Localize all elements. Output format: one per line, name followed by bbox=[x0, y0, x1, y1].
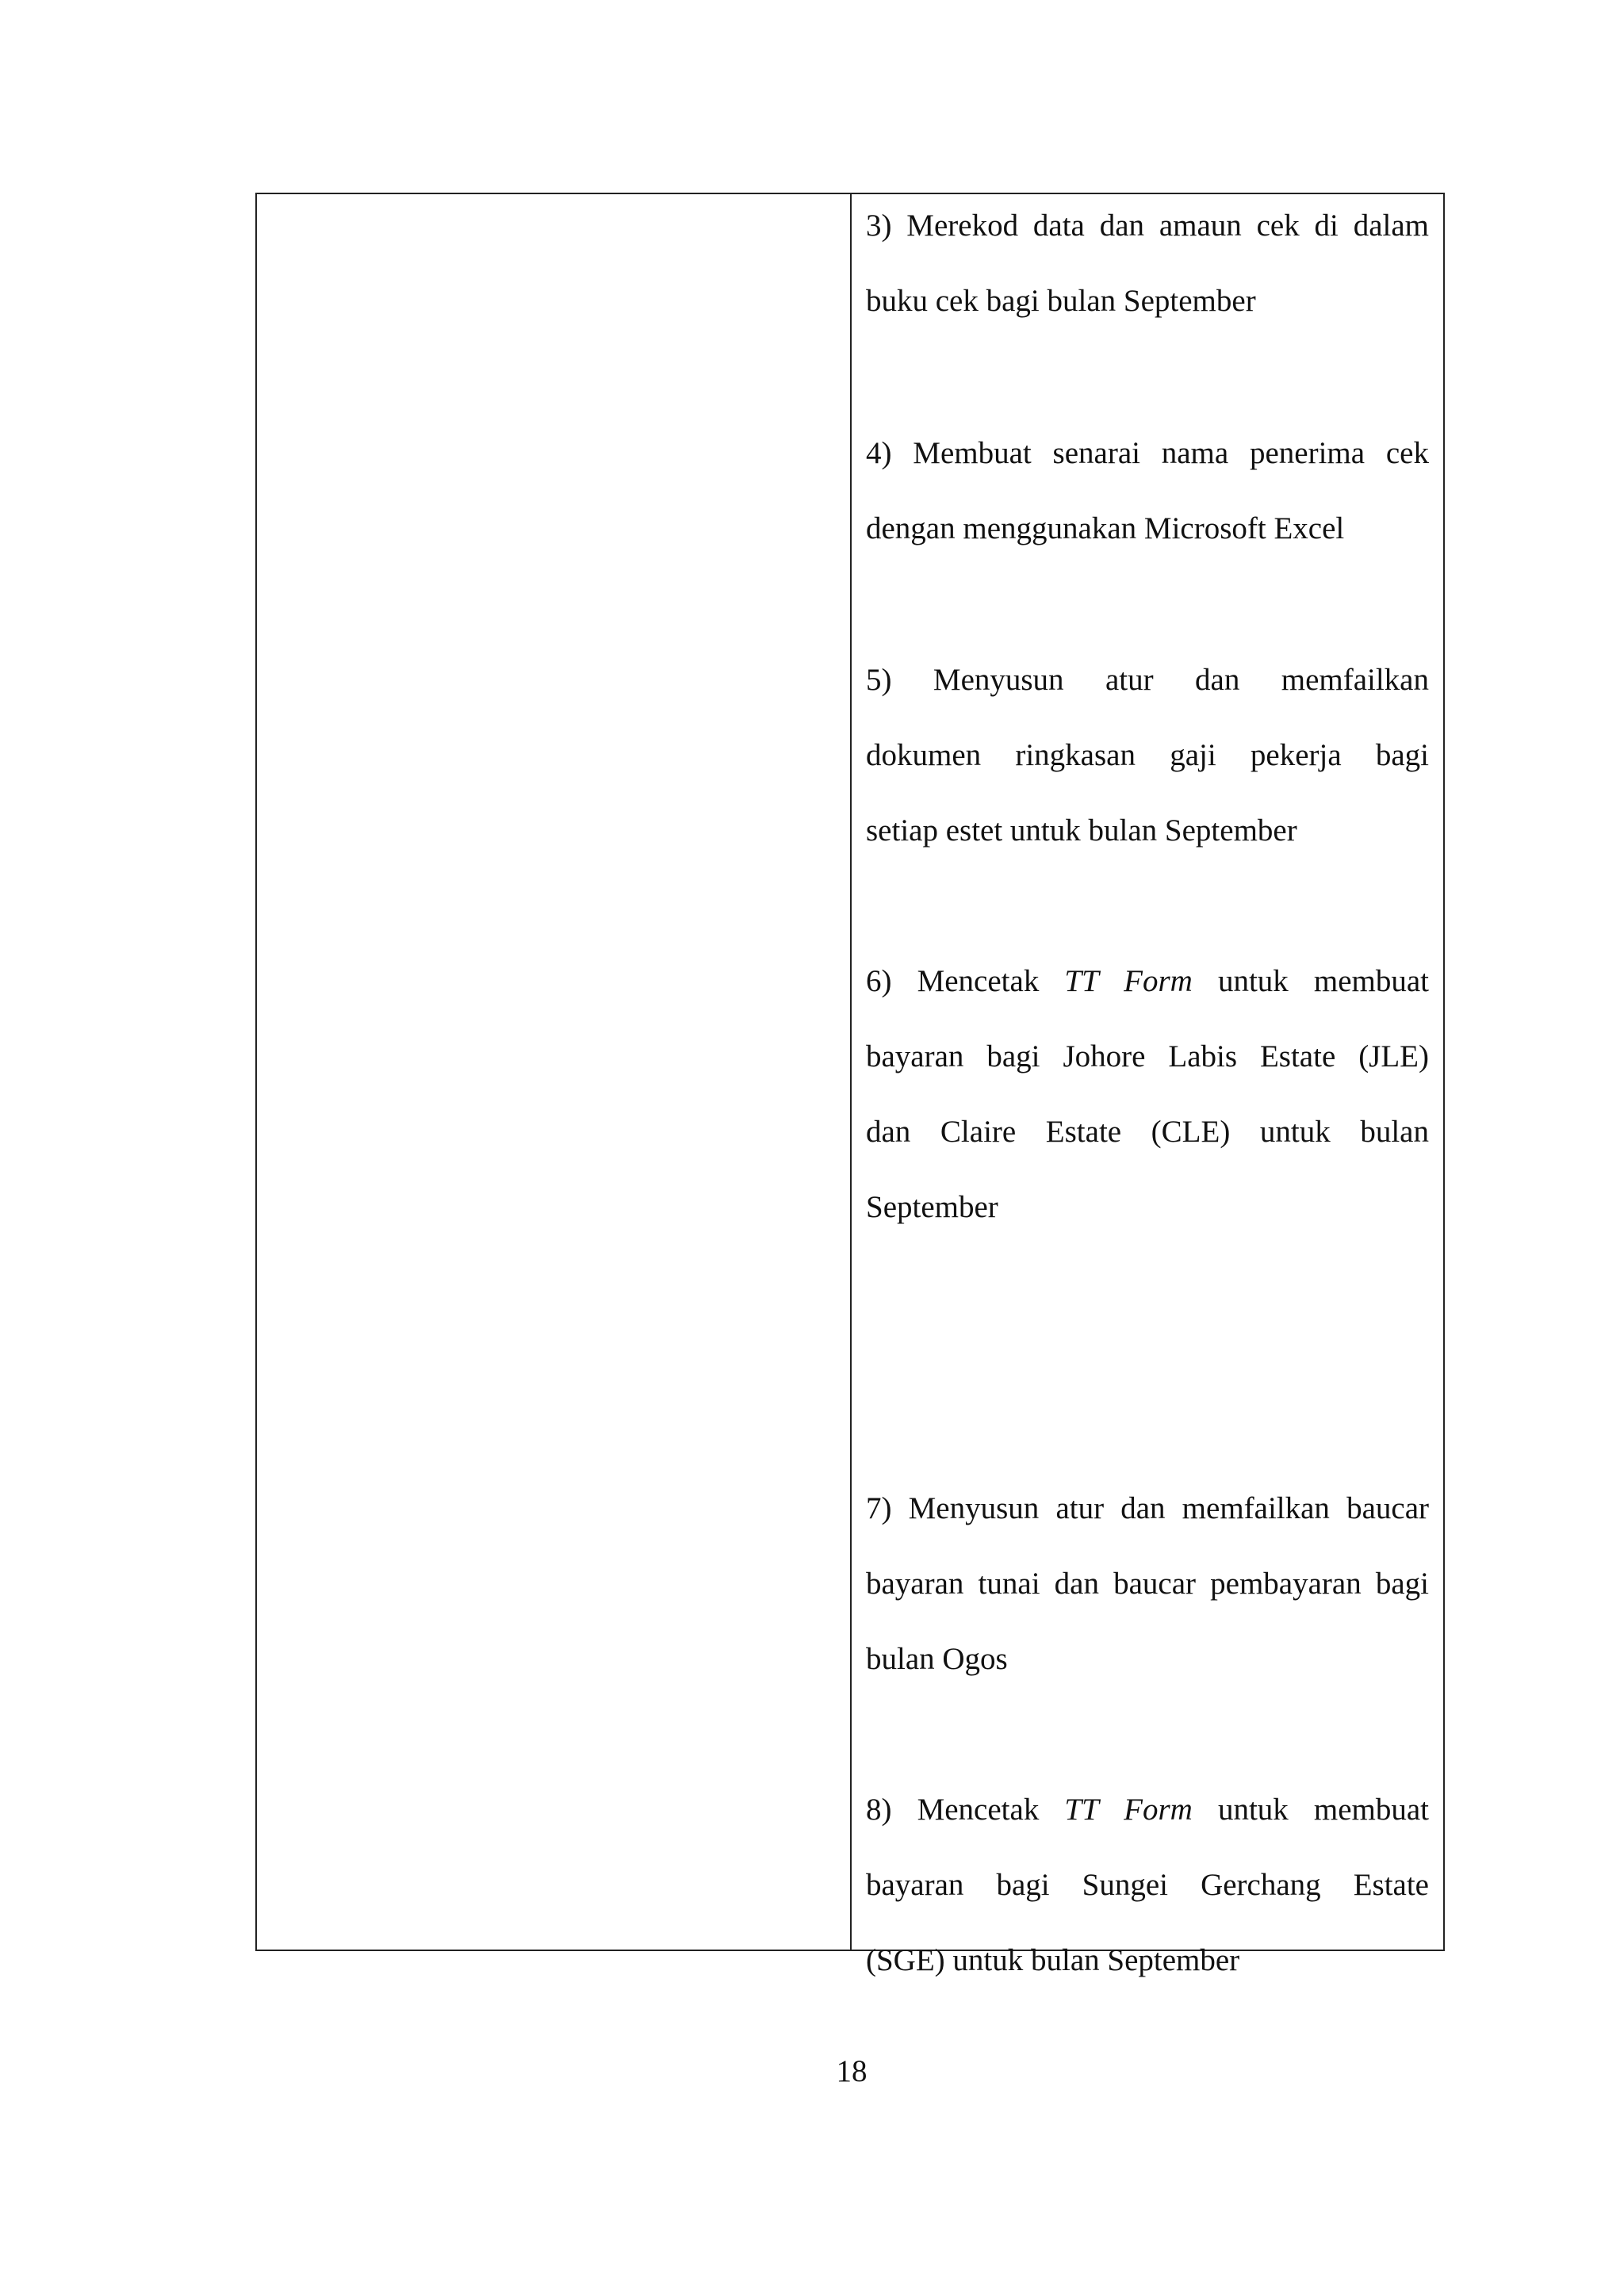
task-item-8-prefix: 8) Mencetak bbox=[866, 1793, 1040, 1827]
task-item-3-line-1: 3) Merekod data dan amaun cek di dalam bbox=[866, 209, 1429, 243]
task-item-3-line-2: buku cek bagi bulan September bbox=[866, 284, 1256, 318]
table-left-cell bbox=[257, 194, 852, 1950]
table-right-cell bbox=[852, 194, 1443, 1977]
task-item-4 bbox=[866, 415, 1429, 566]
activity-table bbox=[255, 193, 1445, 1977]
task-item-6-prefix: 6) Mencetak bbox=[866, 964, 1040, 998]
task-item-6-suffix: untuk membuat bbox=[1217, 964, 1430, 998]
task-item-6-line-2: bayaran bagi Johore Labis Estate (JLE) bbox=[866, 1039, 1429, 1073]
task-item-8-line-3: (SGE) untuk bulan September bbox=[866, 1943, 1240, 1977]
task-item-5 bbox=[866, 642, 1429, 868]
task-item-5-line-3: setiap estet untuk bulan September bbox=[866, 813, 1297, 848]
task-item-5-line-1: 5) Menyusun atur dan memfailkan bbox=[866, 663, 1429, 697]
task-item-6 bbox=[866, 943, 1429, 1245]
page-number: 18 bbox=[836, 2054, 868, 2088]
task-item-8-italic-term: TT Form bbox=[1064, 1793, 1193, 1827]
task-item-4-line-1: 4) Membuat senarai nama penerima cek bbox=[866, 436, 1429, 470]
task-item-8 bbox=[866, 1772, 1429, 1998]
task-item-7-line-1: 7) Menyusun atur dan memfailkan baucar bbox=[866, 1491, 1429, 1525]
task-item-8-line-1 bbox=[866, 1772, 1429, 1847]
task-item-6-italic-term: TT Form bbox=[1064, 964, 1193, 998]
task-item-5-line-2: dokumen ringkasan gaji pekerja bagi bbox=[866, 738, 1429, 772]
task-item-7-line-2: bayaran tunai dan baucar pembayaran bagi bbox=[866, 1567, 1429, 1601]
task-item-8-suffix: untuk membuat bbox=[1217, 1793, 1430, 1827]
task-item-7 bbox=[866, 1471, 1429, 1697]
task-item-7-line-3: bulan Ogos bbox=[866, 1642, 1008, 1676]
task-item-8-line-2: bayaran bagi Sungei Gerchang Estate bbox=[866, 1868, 1429, 1902]
task-item-6-line-1 bbox=[866, 943, 1429, 1019]
task-item-6-line-4: September bbox=[866, 1190, 998, 1224]
task-item-4-line-2: dengan menggunakan Microsoft Excel bbox=[866, 511, 1345, 545]
task-item-6-line-3: dan Claire Estate (CLE) untuk bulan bbox=[866, 1115, 1429, 1149]
task-item-3 bbox=[866, 188, 1429, 339]
